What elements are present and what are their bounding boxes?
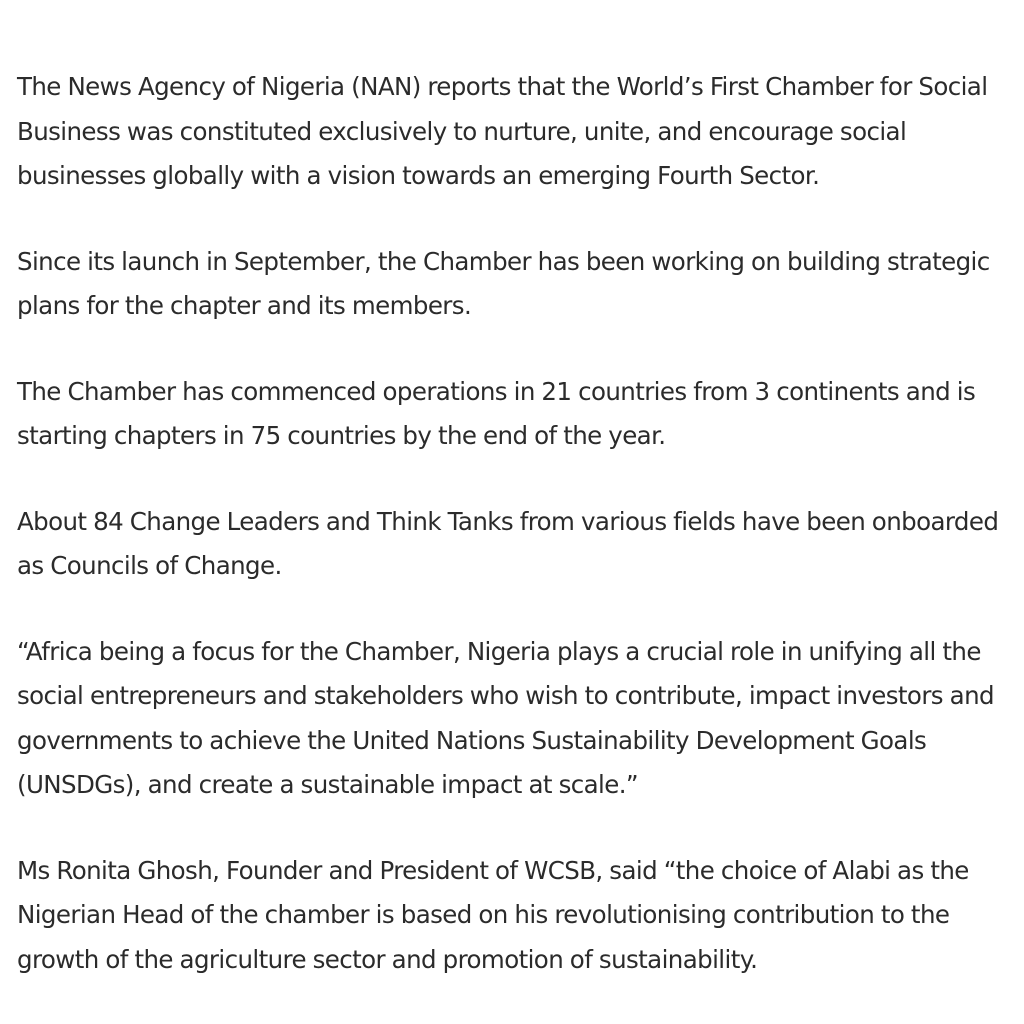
paragraph-operations: The Chamber has commenced operations in 21 countries from 3 continents and is starting chapters in 75 countries by the end of the year. xyxy=(17,376,976,450)
paragraph-nan-report: The News Agency of Nigeria (NAN) reports that the World’s First Chamber for Social Business was constituted exclusively to nurture, unite, and encourage social businesses globally with a vision towards an emerging Fourth Sector. xyxy=(17,72,988,190)
paragraph-ronita-ghosh: Ms Ronita Ghosh, Founder and President of WCSB, said “the choice of Alabi as the Nigerian Head of the chamber is based on his revolutionising contribution to the growth of the agriculture sector and promotion of sustainability. xyxy=(17,855,969,974)
paragraph-launch: Since its launch in September, the Chamber has been working on building strategic plans for the chapter and its members. xyxy=(17,246,990,320)
article-body xyxy=(17,65,1021,982)
paragraph-change-leaders: About 84 Change Leaders and Think Tanks from various fields have been onboarded as Councils of Change. xyxy=(17,506,999,580)
paragraph-africa-quote: “Africa being a focus for the Chamber, Nigeria plays a crucial role in unifying all the social entrepreneurs and stakeholders who wish to contribute, impact investors and governments to achieve the United Nations Sustainability Development Goals (UNSDGs), and create a sustainable impact at scale.” xyxy=(17,636,994,799)
